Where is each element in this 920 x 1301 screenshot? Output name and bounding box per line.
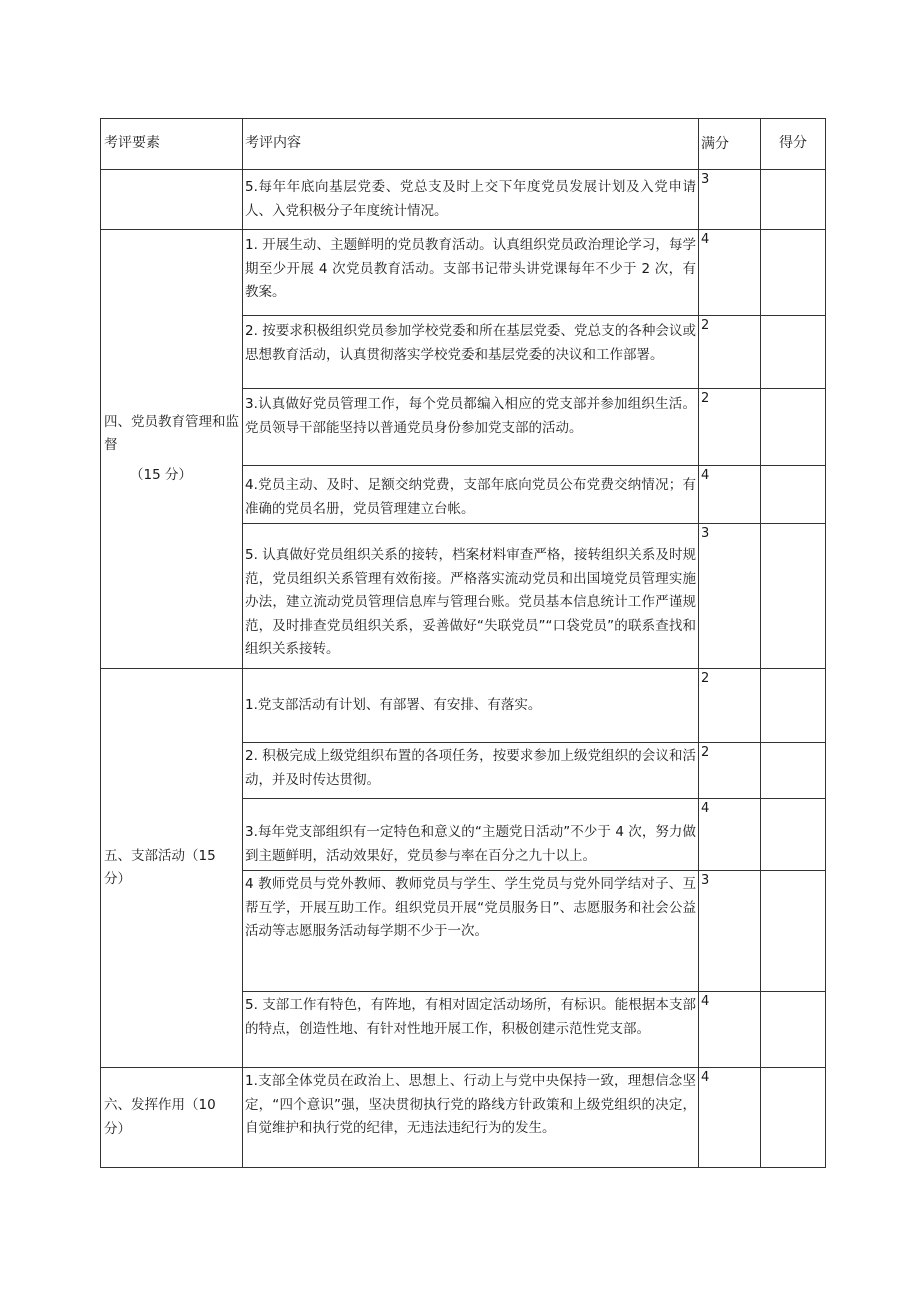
full-score-value: 3 xyxy=(699,871,761,992)
score-input-cell[interactable] xyxy=(761,316,826,389)
category-title: 五、支部活动（15 分） xyxy=(104,847,216,887)
criterion-text: 1. 开展生动、主题鲜明的党员教育活动。认真组织党员政治理论学习，每学期至少开展 4 次党员教育活动。支部书记带头讲党课每年不少于 2 次，有教案。 xyxy=(243,230,699,316)
full-score-value: 4 xyxy=(699,230,761,316)
criterion-text: 2. 按要求积极组织党员参加学校党委和所在基层党委、党总支的各种会议或思想教育活动，认真贯彻落实学校党委和基层党委的决议和工作部署。 xyxy=(243,316,699,389)
full-score-value: 2 xyxy=(699,316,761,389)
score-input-cell[interactable] xyxy=(761,170,826,230)
criterion-text: 3.认真做好党员管理工作，每个党员都编入相应的党支部并参加组织生活。党员领导干部能坚持以普通党员身份参加党支部的活动。 xyxy=(243,389,699,466)
table-row xyxy=(101,669,826,743)
table-row xyxy=(101,170,826,230)
score-input-cell[interactable] xyxy=(761,799,826,871)
criterion-text: 2. 积极完成上级党组织布置的各项任务，按要求参加上级党组织的会议和活动，并及时传达贯彻。 xyxy=(243,743,699,799)
full-score-value: 3 xyxy=(699,170,761,230)
full-score-value: 4 xyxy=(699,466,761,524)
score-input-cell[interactable] xyxy=(761,389,826,466)
score-input-cell[interactable] xyxy=(761,743,826,799)
score-input-cell[interactable] xyxy=(761,871,826,992)
header-content: 考评内容 xyxy=(243,119,699,170)
evaluation-table xyxy=(100,118,826,1168)
criterion-text: 5.每年年底向基层党委、党总支及时上交下年度党员发展计划及入党申请人、入党积极分子年度统计情况。 xyxy=(243,170,699,230)
header-score-obtained: 得分 xyxy=(761,119,826,170)
criterion-text: 4 教师党员与党外教师、教师党员与学生、学生党员与党外同学结对子、互帮互学，开展互助工作。组织党员开展“党员服务日”、志愿服务和社会公益活动等志愿服务活动每学期不少于一次。 xyxy=(243,871,699,992)
score-input-cell[interactable] xyxy=(761,992,826,1068)
category-title: 六、发挥作用（10 分） xyxy=(104,1097,216,1137)
full-score-value: 3 xyxy=(699,524,761,669)
category-cell xyxy=(101,669,243,1068)
category-cell xyxy=(101,230,243,669)
category-title: 四、党员教育管理和监督 xyxy=(104,413,239,454)
header-row xyxy=(101,119,826,170)
criterion-text: 3.每年党支部组织有一定特色和意义的“主题党日活动”不少于 4 次，努力做到主题鲜明，活动效果好，党员参与率在百分之九十以上。 xyxy=(243,799,699,871)
category-points: （15 分） xyxy=(130,466,192,483)
full-score-value: 4 xyxy=(699,1068,761,1168)
full-score-value: 2 xyxy=(699,389,761,466)
header-full-score: 满分 xyxy=(699,119,761,170)
score-input-cell[interactable] xyxy=(761,230,826,316)
criterion-text: 1.支部全体党员在政治上、思想上、行动上与党中央保持一致，理想信念坚定，“四个意识”强，坚决贯彻执行党的路线方针政策和上级党组织的决定，自觉维护和执行党的纪律，无违法违纪行为的发生。 xyxy=(243,1068,699,1168)
full-score-value: 4 xyxy=(699,992,761,1068)
evaluation-table-body xyxy=(101,119,826,1168)
score-input-cell[interactable] xyxy=(761,466,826,524)
criterion-text: 4.党员主动、及时、足额交纳党费，支部年底向党员公布党费交纳情况；有准确的党员名册，党员管理建立台帐。 xyxy=(243,466,699,524)
criterion-text: 5. 支部工作有特色，有阵地，有相对固定活动场所，有标识。能根据本支部的特点，创造性地、有针对性地开展工作，积极创建示范性党支部。 xyxy=(243,992,699,1068)
category-cell xyxy=(101,170,243,230)
score-input-cell[interactable] xyxy=(761,669,826,743)
full-score-value: 4 xyxy=(699,799,761,871)
criterion-text: 5. 认真做好党员组织关系的接转，档案材料审查严格，接转组织关系及时规范，党员组织关系管理有效衔接。严格落实流动党员和出国境党员管理实施办法，建立流动党员管理信息库与管理台账。党员基本信息统计工作严谨规范，及时排查党员组织关系，妥善做好“失联党员”“口袋党员”的联系查找和组织关系接转。 xyxy=(243,524,699,669)
header-category: 考评要素 xyxy=(101,119,243,170)
category-cell xyxy=(101,1068,243,1168)
full-score-value: 2 xyxy=(699,743,761,799)
score-input-cell[interactable] xyxy=(761,1068,826,1168)
score-input-cell[interactable] xyxy=(761,524,826,669)
criterion-text: 1.党支部活动有计划、有部署、有安排、有落实。 xyxy=(243,669,699,743)
table-row xyxy=(101,230,826,316)
table-row xyxy=(101,1068,826,1168)
full-score-value: 2 xyxy=(699,669,761,743)
